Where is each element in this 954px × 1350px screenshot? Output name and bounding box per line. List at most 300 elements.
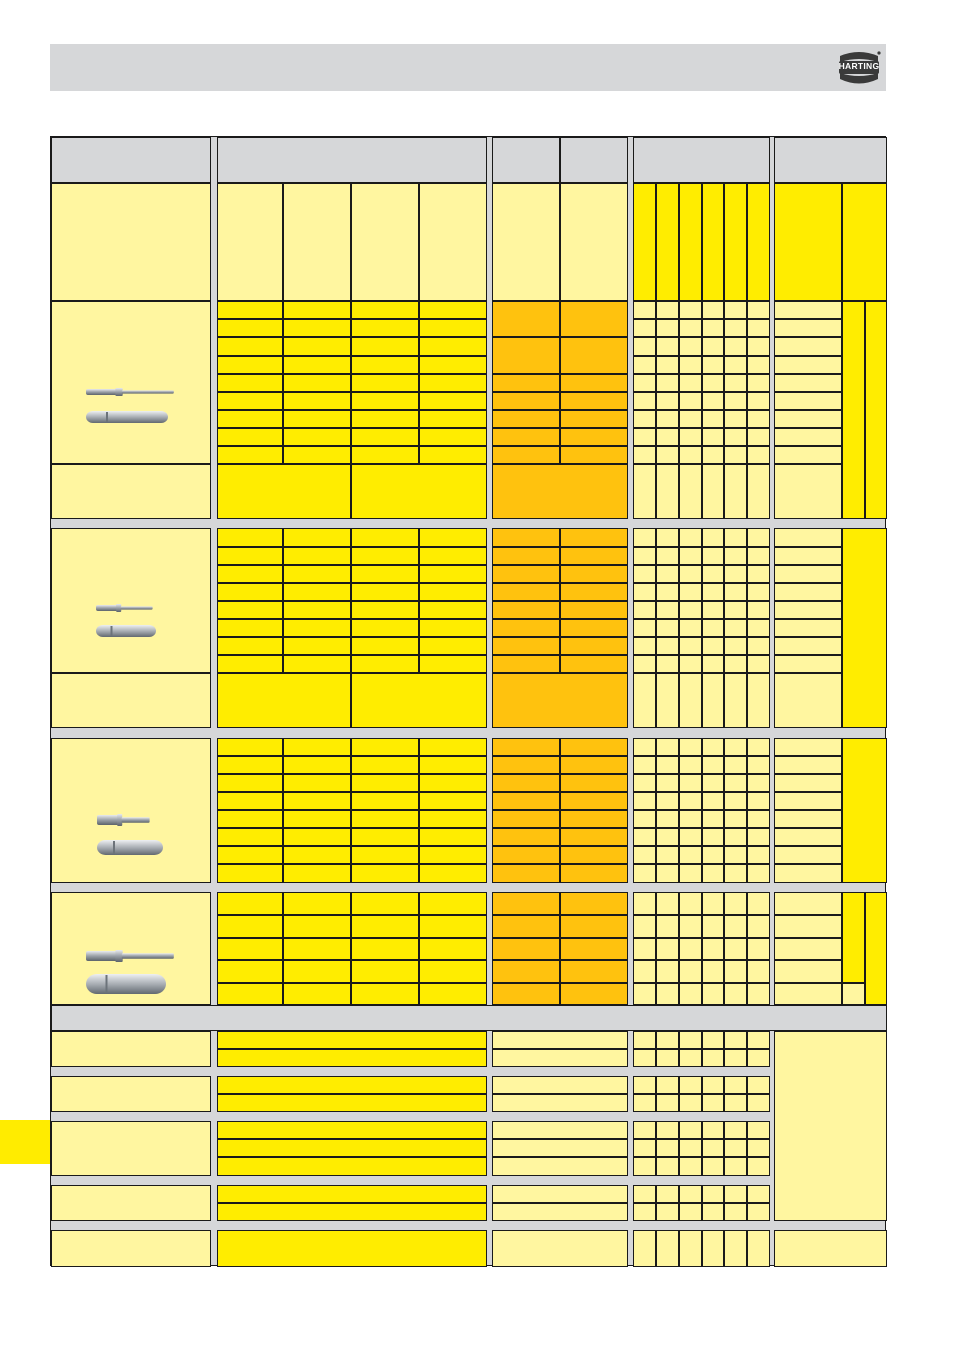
table-cell [724, 673, 747, 728]
side-tab [0, 1120, 50, 1164]
table-cell [633, 1157, 656, 1176]
table-cell [283, 601, 351, 619]
table-cell [702, 446, 724, 464]
table-cell [51, 1230, 211, 1267]
table-cell [351, 601, 419, 619]
table-cell [419, 374, 487, 392]
table-cell [492, 410, 560, 428]
table-cell [679, 1121, 702, 1139]
table-cell [679, 1031, 702, 1049]
table-cell [217, 915, 283, 938]
section-header [51, 1005, 887, 1031]
table-cell [702, 1076, 724, 1094]
table-cell [492, 1139, 628, 1157]
header-cell [51, 137, 211, 183]
table-cell [560, 565, 628, 583]
table-cell [217, 673, 351, 728]
table-cell [656, 374, 679, 392]
table-cell [724, 960, 747, 983]
table-cell [774, 892, 842, 915]
table-cell [492, 637, 560, 655]
table-cell [774, 637, 842, 655]
table-cell [633, 619, 656, 637]
table-cell [492, 828, 560, 846]
table-cell [724, 619, 747, 637]
table-cell [283, 738, 351, 756]
table-cell [747, 1031, 770, 1049]
table-cell [217, 528, 283, 547]
table-cell [633, 356, 656, 374]
table-cell [633, 392, 656, 410]
table-cell [724, 1185, 747, 1203]
table-cell [679, 915, 702, 938]
table-cell [679, 1157, 702, 1176]
table-cell [419, 528, 487, 547]
table-cell [702, 983, 724, 1005]
table-cell [656, 1185, 679, 1203]
table-cell [419, 337, 487, 356]
table-cell [351, 547, 419, 565]
table-cell [351, 846, 419, 864]
table-cell [217, 1185, 487, 1203]
table-cell [702, 1185, 724, 1203]
table-cell [747, 1121, 770, 1139]
table-cell [217, 428, 283, 446]
table-cell [217, 792, 283, 810]
table-cell [492, 756, 560, 774]
table-cell [633, 528, 656, 547]
table-cell [633, 1139, 656, 1157]
table-cell [283, 828, 351, 846]
table-cell [283, 319, 351, 337]
table-cell [747, 356, 770, 374]
table-cell [679, 464, 702, 519]
table-cell [679, 547, 702, 565]
table-cell [217, 1094, 487, 1112]
table-cell [283, 960, 351, 983]
table-cell [724, 915, 747, 938]
table-cell [747, 1139, 770, 1157]
table-cell [419, 738, 487, 756]
table-cell [679, 410, 702, 428]
table-cell [656, 301, 679, 319]
table-cell [656, 319, 679, 337]
table-cell [679, 960, 702, 983]
table-cell [283, 337, 351, 356]
table-cell [702, 1121, 724, 1139]
table-cell [633, 1031, 656, 1049]
table-cell [702, 547, 724, 565]
table-cell [217, 846, 283, 864]
table-cell [774, 1031, 887, 1221]
table-cell [51, 1121, 211, 1176]
table-cell [702, 319, 724, 337]
table-cell [747, 319, 770, 337]
table-cell [679, 619, 702, 637]
table-cell [747, 1049, 770, 1067]
table-cell [656, 673, 679, 728]
header-cell [492, 183, 560, 301]
table-cell [633, 810, 656, 828]
table-cell [633, 410, 656, 428]
table-cell [747, 828, 770, 846]
table-cell [724, 1094, 747, 1112]
table-cell [679, 356, 702, 374]
table-cell [747, 738, 770, 756]
header-cell [774, 183, 842, 301]
table-cell [283, 915, 351, 938]
table-cell [51, 1076, 211, 1112]
table-cell [747, 983, 770, 1005]
table-cell [679, 1139, 702, 1157]
table-cell [656, 1076, 679, 1094]
table-cell [633, 464, 656, 519]
table-cell [656, 637, 679, 655]
header-cell [774, 137, 887, 183]
table-cell [724, 864, 747, 883]
table-cell [724, 655, 747, 673]
header-cell [842, 183, 887, 301]
contact-socket-small-icon [95, 624, 157, 638]
table-cell [560, 637, 628, 655]
table-cell [747, 392, 770, 410]
table-cell [656, 464, 679, 519]
table-cell [656, 583, 679, 601]
table-cell [217, 637, 283, 655]
table-cell [774, 960, 842, 983]
table-cell [724, 810, 747, 828]
table-cell [283, 637, 351, 655]
table-cell [702, 374, 724, 392]
table-cell [492, 1230, 628, 1267]
header-cell [633, 183, 656, 301]
table-cell [679, 337, 702, 356]
table-cell [842, 892, 865, 983]
table-cell [724, 846, 747, 864]
table-cell [842, 983, 865, 1005]
table-cell [633, 565, 656, 583]
table-cell [747, 938, 770, 960]
table-cell [419, 446, 487, 464]
table-cell [351, 792, 419, 810]
table-cell [724, 392, 747, 410]
table-cell [217, 1049, 487, 1067]
table-cell [492, 792, 560, 810]
table-cell [724, 1139, 747, 1157]
table-cell [492, 1203, 628, 1221]
header-cell [560, 137, 628, 183]
header-cell [633, 137, 770, 183]
product-table [50, 136, 886, 1266]
table-cell [679, 1203, 702, 1221]
table-cell [217, 446, 283, 464]
table-cell [774, 410, 842, 428]
table-cell [283, 528, 351, 547]
table-cell [679, 938, 702, 960]
table-cell [774, 356, 842, 374]
table-cell [351, 673, 487, 728]
table-cell [492, 301, 560, 337]
table-cell [351, 446, 419, 464]
table-cell [724, 565, 747, 583]
table-cell [492, 938, 560, 960]
table-cell [656, 1230, 679, 1267]
table-cell [702, 410, 724, 428]
table-cell [774, 938, 842, 960]
table-cell [217, 337, 283, 356]
table-cell [351, 619, 419, 637]
table-cell [679, 446, 702, 464]
table-cell [747, 547, 770, 565]
table-cell [656, 547, 679, 565]
table-cell [419, 319, 487, 337]
table-cell [283, 356, 351, 374]
table-cell [774, 428, 842, 446]
table-cell [679, 428, 702, 446]
table-cell [351, 655, 419, 673]
table-cell [633, 938, 656, 960]
table-cell [747, 774, 770, 792]
table-cell [702, 792, 724, 810]
table-cell [351, 464, 487, 519]
table-cell [419, 828, 487, 846]
table-cell [351, 319, 419, 337]
table-cell [747, 410, 770, 428]
table-cell [560, 547, 628, 565]
table-cell [633, 756, 656, 774]
table-cell [633, 1076, 656, 1094]
table-cell [217, 356, 283, 374]
table-cell [679, 774, 702, 792]
table-cell [51, 528, 211, 673]
table-cell [492, 601, 560, 619]
header-cell [492, 137, 560, 183]
table-cell [724, 301, 747, 319]
table-cell [774, 864, 842, 883]
table-cell [679, 983, 702, 1005]
table-cell [656, 410, 679, 428]
table-cell [492, 619, 560, 637]
table-cell [419, 637, 487, 655]
table-cell [724, 446, 747, 464]
table-cell [560, 374, 628, 392]
table-cell [217, 583, 283, 601]
table-cell [283, 892, 351, 915]
table-cell [747, 1094, 770, 1112]
table-cell [560, 828, 628, 846]
table-cell [679, 738, 702, 756]
table-cell [633, 983, 656, 1005]
table-cell [679, 1185, 702, 1203]
table-cell [351, 392, 419, 410]
table-cell [419, 810, 487, 828]
table-cell [774, 619, 842, 637]
table-cell [492, 392, 560, 410]
table-cell [774, 738, 842, 756]
table-cell [633, 319, 656, 337]
table-cell [217, 756, 283, 774]
table-cell [656, 828, 679, 846]
table-cell [774, 828, 842, 846]
table-cell [865, 892, 887, 1005]
table-cell [702, 864, 724, 883]
table-cell [560, 337, 628, 374]
table-cell [747, 846, 770, 864]
table-cell [217, 301, 283, 319]
table-cell [702, 1230, 724, 1267]
table-cell [283, 846, 351, 864]
table-cell [702, 1139, 724, 1157]
table-cell [633, 738, 656, 756]
table-cell [679, 892, 702, 915]
table-cell [656, 619, 679, 637]
table-cell [774, 374, 842, 392]
table-cell [702, 828, 724, 846]
contact-pin-socket-icon [85, 386, 177, 398]
table-cell [419, 428, 487, 446]
table-cell [747, 446, 770, 464]
table-cell [51, 738, 211, 883]
table-cell [774, 528, 842, 547]
contact-pin-socket-medium-icon [96, 812, 160, 828]
table-cell [217, 938, 283, 960]
table-cell [679, 1230, 702, 1267]
table-cell [633, 864, 656, 883]
table-cell [702, 1031, 724, 1049]
table-cell [351, 756, 419, 774]
table-cell [774, 337, 842, 356]
table-cell [633, 792, 656, 810]
table-cell [702, 673, 724, 728]
logo-text: HARTING [838, 61, 880, 71]
table-cell [724, 1076, 747, 1094]
table-cell [217, 774, 283, 792]
table-cell [283, 774, 351, 792]
table-cell [633, 673, 656, 728]
table-cell [679, 756, 702, 774]
table-cell [702, 637, 724, 655]
table-cell [774, 464, 842, 519]
table-cell [774, 301, 842, 319]
table-cell [492, 960, 560, 983]
table-cell [747, 301, 770, 319]
table-cell [492, 1185, 628, 1203]
table-cell [747, 1203, 770, 1221]
table-cell [283, 547, 351, 565]
table-cell [702, 1049, 724, 1067]
table-cell [633, 637, 656, 655]
table-cell [51, 301, 211, 464]
table-cell [842, 528, 887, 728]
table-cell [747, 1185, 770, 1203]
table-cell [702, 774, 724, 792]
table-cell [419, 547, 487, 565]
table-cell [656, 565, 679, 583]
table-cell [774, 319, 842, 337]
table-cell [217, 828, 283, 846]
table-cell [747, 337, 770, 356]
table-cell [747, 792, 770, 810]
table-cell [283, 655, 351, 673]
table-cell [656, 792, 679, 810]
table-cell [419, 356, 487, 374]
table-cell [633, 301, 656, 319]
table-cell [656, 864, 679, 883]
table-cell [679, 1049, 702, 1067]
table-cell [702, 960, 724, 983]
header-cell [560, 183, 628, 301]
table-cell [702, 938, 724, 960]
table-cell [351, 337, 419, 356]
table-cell [351, 983, 419, 1005]
table-cell [747, 1076, 770, 1094]
table-cell [702, 1203, 724, 1221]
table-cell [560, 810, 628, 828]
table-cell [702, 915, 724, 938]
table-cell [217, 892, 283, 915]
table-cell [774, 810, 842, 828]
table-cell [351, 428, 419, 446]
table-cell [702, 810, 724, 828]
table-cell [217, 410, 283, 428]
table-cell [724, 528, 747, 547]
table-cell [656, 446, 679, 464]
table-cell [656, 892, 679, 915]
table-cell [492, 528, 560, 547]
table-cell [217, 960, 283, 983]
table-cell [560, 392, 628, 410]
table-cell [633, 892, 656, 915]
table-cell [492, 774, 560, 792]
table-cell [560, 938, 628, 960]
table-cell [724, 464, 747, 519]
table-cell [419, 619, 487, 637]
table-cell [679, 1094, 702, 1112]
table-cell [419, 983, 487, 1005]
table-cell [419, 565, 487, 583]
table-cell [633, 337, 656, 356]
table-cell [633, 1094, 656, 1112]
table-cell [679, 392, 702, 410]
table-cell [865, 301, 887, 519]
table-cell [724, 828, 747, 846]
table-cell [419, 583, 487, 601]
table-cell [656, 528, 679, 547]
table-cell [419, 892, 487, 915]
table-cell [560, 446, 628, 464]
table-cell [419, 864, 487, 883]
table-cell [656, 1139, 679, 1157]
table-cell [656, 1094, 679, 1112]
table-cell [747, 810, 770, 828]
table-cell [747, 915, 770, 938]
table-cell [774, 673, 842, 728]
table-cell [217, 392, 283, 410]
header-cell [217, 183, 283, 301]
table-cell [774, 846, 842, 864]
table-cell [679, 846, 702, 864]
table-cell [283, 565, 351, 583]
table-cell [633, 1121, 656, 1139]
table-cell [492, 374, 560, 392]
table-cell [724, 1157, 747, 1176]
table-cell [633, 774, 656, 792]
table-cell [419, 846, 487, 864]
table-cell [633, 547, 656, 565]
table-cell [679, 374, 702, 392]
table-cell [351, 565, 419, 583]
table-cell [283, 301, 351, 319]
